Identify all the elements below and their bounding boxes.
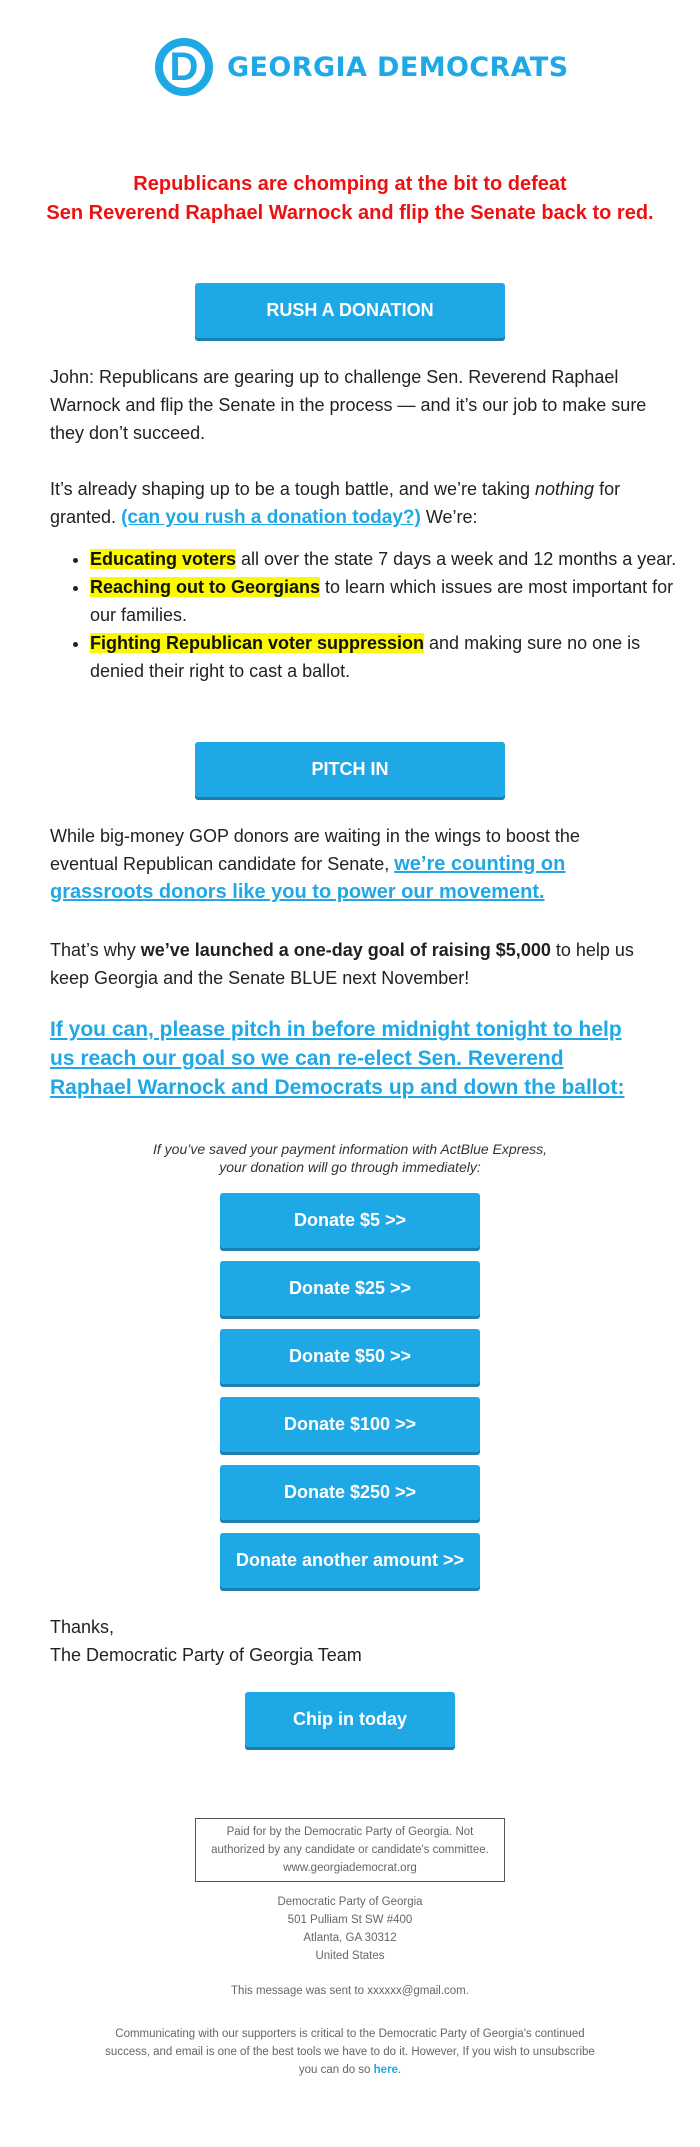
list-item-highlight: Reaching out to Georgians bbox=[90, 577, 321, 597]
donate-25-button[interactable]: Donate $25 >> bbox=[220, 1261, 480, 1316]
headline-line-2: Sen Reverend Raphael Warnock and flip the Senate back to red. bbox=[46, 202, 654, 224]
gop-text: While big-money GOP donors are waiting in the wings to boost the eventual Republican candidate for Senate, bbox=[50, 826, 580, 874]
grassroots-link[interactable]: we’re counting on grassroots donors like you to power our movement. bbox=[50, 853, 566, 903]
express-note-line-1: If you’ve saved your payment information with ActBlue Express, bbox=[153, 1141, 547, 1157]
address-line: 501 Pulliam St SW #400 bbox=[287, 1914, 413, 1926]
donate-5-button[interactable]: Donate $5 >> bbox=[220, 1193, 480, 1248]
list-item bbox=[90, 629, 690, 685]
battle-text-pre: It’s already shaping up to be a tough battle, and we’re taking bbox=[50, 479, 535, 499]
sent-to-notice bbox=[100, 1982, 600, 2000]
goal-text-bold: we’ve launched a one-day goal of raising $5,000 bbox=[140, 940, 551, 960]
chip-in-button[interactable]: Chip in today bbox=[245, 1692, 455, 1747]
activities-list bbox=[50, 545, 690, 685]
address-line: United States bbox=[315, 1950, 385, 1962]
democrats-d-logo-icon: D bbox=[155, 38, 213, 96]
donate-250-button[interactable]: Donate $250 >> bbox=[220, 1465, 480, 1520]
recipient-email: xxxxxx@gmail.com bbox=[367, 1985, 466, 1997]
sent-to-post: . bbox=[465, 1985, 469, 1997]
goal-paragraph bbox=[50, 936, 650, 992]
unsubscribe-end: . bbox=[397, 2064, 402, 2076]
actblue-express-note bbox=[50, 1140, 650, 1176]
signoff-team: The Democratic Party of Georgia Team bbox=[50, 1645, 362, 1665]
list-item-text: and making sure no one is denied their right to cast a ballot. bbox=[90, 633, 641, 681]
gop-donors-paragraph bbox=[50, 822, 650, 906]
signoff-thanks: Thanks, bbox=[50, 1617, 115, 1637]
logo-wordmark: GEORGIA DEMOCRATS bbox=[227, 51, 569, 83]
battle-text-mid: for granted. bbox=[50, 479, 621, 527]
donate-50-button[interactable]: Donate $50 >> bbox=[220, 1329, 480, 1384]
sent-to-pre: This message was sent to bbox=[231, 1985, 368, 1997]
list-item-highlight: Fighting Republican voter suppression bbox=[90, 633, 425, 653]
list-item-text: all over the state 7 days a week and 12 months a year. bbox=[236, 549, 677, 569]
goal-text-post: to help us keep Georgia and the Senate BLUE next November! bbox=[50, 940, 634, 988]
signoff bbox=[50, 1613, 362, 1669]
paid-for-disclaimer bbox=[195, 1818, 505, 1882]
intro-paragraph: John: Republicans are gearing up to challenge Sen. Reverend Raphael Warnock and flip the Senate in the process — and it’s our job to make sure they don’t succeed. bbox=[50, 367, 647, 443]
battle-text-em: nothing bbox=[535, 479, 595, 499]
website-text: www.georgiademocrat.org bbox=[283, 1862, 417, 1874]
rush-donation-link[interactable]: (can you rush a donation today?) bbox=[121, 507, 421, 528]
donate-100-button[interactable]: Donate $100 >> bbox=[220, 1397, 480, 1452]
battle-paragraph bbox=[50, 475, 650, 532]
battle-text-post: We’re: bbox=[420, 507, 478, 527]
mailing-address bbox=[150, 1893, 550, 1965]
express-note-line-2: your donation will go through immediately: bbox=[219, 1159, 481, 1175]
headline-line-1: Republicans are chomping at the bit to defeat bbox=[133, 173, 567, 195]
georgia-democrats-logo[interactable] bbox=[155, 34, 569, 100]
headline bbox=[40, 170, 660, 228]
donate-other-amount-button[interactable]: Donate another amount >> bbox=[220, 1533, 480, 1588]
pitch-in-button[interactable]: PITCH IN bbox=[195, 742, 505, 797]
pitch-in-midnight-link[interactable]: If you can, please pitch in before midnight tonight to help us reach our goal so we can re-elect Sen. Reverend Raphael Warnock and Democrats up and down the ballot: bbox=[50, 1018, 625, 1099]
list-item-highlight: Educating voters bbox=[90, 549, 237, 569]
goal-text-pre: That’s why bbox=[50, 940, 141, 960]
list-item bbox=[90, 545, 690, 573]
paid-for-text: Paid for by the Democratic Party of Georgia. Not authorized by any candidate or candidate's committee. bbox=[211, 1826, 489, 1856]
address-line: Democratic Party of Georgia bbox=[277, 1896, 423, 1908]
unsubscribe-link[interactable]: here bbox=[373, 2064, 398, 2076]
unsubscribe-text: Communicating with our supporters is critical to the Democratic Party of Georgia's continued success, and email is one of the best tools we have to do it. However, If you wish to unsubscribe you can do so bbox=[105, 2028, 595, 2076]
list-item-text: to learn which issues are most important for our families. bbox=[90, 577, 674, 625]
rush-donation-button[interactable]: RUSH A DONATION bbox=[195, 283, 505, 338]
unsubscribe-notice bbox=[95, 2025, 605, 2079]
address-line: Atlanta, GA 30312 bbox=[303, 1932, 397, 1944]
pitch-in-midnight-block bbox=[50, 1015, 650, 1102]
list-item bbox=[90, 573, 690, 629]
